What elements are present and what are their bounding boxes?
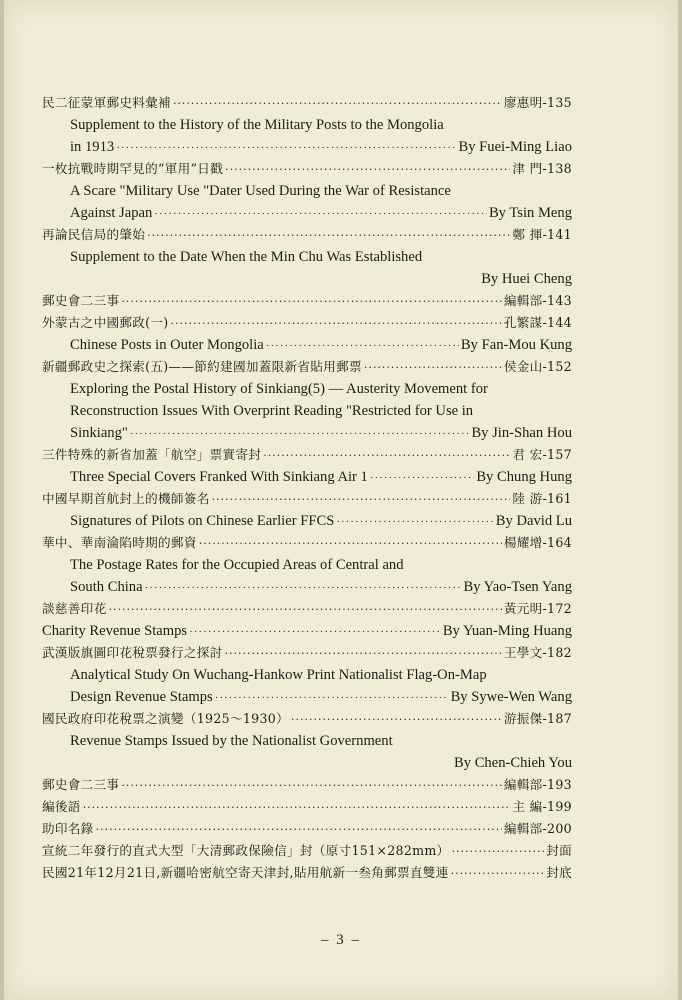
toc-entry[interactable]: 宣統二年發行的直式大型「大清郵政保險信」封（原寸151×282mm） ····· 封面 [42, 840, 572, 862]
dot-leader [121, 291, 501, 313]
toc-entry[interactable]: Charity Revenue Stamps ····· By Yuan-Ming Huang [42, 620, 572, 642]
dot-leader [215, 687, 449, 709]
dot-leader [154, 203, 487, 225]
toc-entry[interactable]: Exploring the Postal History of Sinkiang(5) — Austerity Movement for [70, 381, 488, 397]
toc-entry[interactable]: 新疆郵政史之探索(五)——節約建國加蓋限新省貼用郵票 ····· 侯金山-152 [42, 356, 572, 378]
dot-leader [108, 599, 501, 621]
toc-entry[interactable]: Chinese Posts in Outer Mongolia ····· By Fan-Mou Kung [42, 334, 572, 356]
dot-leader [263, 445, 510, 467]
toc-entry[interactable]: in 1913 ····· By Fuei-Ming Liao [42, 136, 572, 158]
toc-entry[interactable]: Analytical Study On Wuchang-Hankow Print Nationalist Flag-On-Map [70, 667, 487, 683]
toc-entry[interactable]: 國民政府印花稅票之演變（1925～1930） ····· 游振傑-187 [42, 708, 572, 730]
page-number: – 3 – [321, 932, 361, 948]
dot-leader [145, 577, 462, 599]
dot-leader [96, 819, 502, 841]
toc-entry[interactable]: 編後語 ····· 主 編-199 [42, 796, 572, 818]
toc-entry[interactable]: 談慈善印花 ····· 黃元明-172 [42, 598, 572, 620]
toc-entry[interactable]: Reconstruction Issues With Overprint Reading "Restricted for Use in [70, 403, 474, 419]
toc-entry[interactable]: 郵史會二三事 ····· 編輯部-143 [42, 290, 572, 312]
table-of-contents [42, 92, 572, 884]
toc-entry[interactable]: 民國21年12月21日,新疆哈密航空寄天津封,貼用航新一叁角郵票直雙連 ····· 封底 [42, 862, 572, 884]
toc-entry[interactable]: Against Japan ····· By Tsin Meng [42, 202, 572, 224]
toc-entry[interactable]: By Chen-Chieh You [454, 755, 572, 771]
toc-entry[interactable]: 中國早期首航封上的機師簽名 ····· 陸 游-161 [42, 488, 572, 510]
dot-leader [336, 511, 493, 533]
toc-entry[interactable]: 外蒙古之中國郵政(一) ····· 孔繁謀-144 [42, 312, 572, 334]
toc-entry[interactable]: By Huei Cheng [481, 271, 572, 287]
dot-leader [121, 775, 501, 797]
dot-leader [370, 467, 474, 489]
dot-leader [212, 489, 511, 511]
toc-entry[interactable]: The Postage Rates for the Occupied Areas of Central and [70, 557, 404, 573]
dot-leader [199, 533, 502, 555]
document-page [4, 0, 678, 1000]
toc-entry[interactable]: Supplement to the History of the Military Posts to the Mongolia [70, 117, 444, 133]
dot-leader [83, 797, 511, 819]
toc-entry[interactable]: Revenue Stamps Issued by the Nationalist Government [70, 733, 393, 749]
dot-leader [225, 159, 510, 181]
dot-leader [116, 137, 456, 159]
toc-entry[interactable]: 再論民信局的肇始 ····· 鄭 揮-141 [42, 224, 572, 246]
dot-leader [451, 863, 545, 885]
toc-entry[interactable]: Sinkiang" ····· By Jin-Shan Hou [42, 422, 572, 444]
toc-entry[interactable]: 一枚抗戰時期罕見的“軍用”日戳 ····· 津 門-138 [42, 158, 572, 180]
dot-leader [170, 313, 501, 335]
dot-leader [266, 335, 459, 357]
toc-entry[interactable]: 三件特殊的新省加蓋「航空」票實寄封 ····· 君 宏-157 [42, 444, 572, 466]
dot-leader [452, 841, 545, 863]
toc-entry[interactable]: 助印名錄 ····· 編輯部-200 [42, 818, 572, 840]
toc-entry[interactable]: Signatures of Pilots on Chinese Earlier FFCS ····· By David Lu [42, 510, 572, 532]
toc-entry[interactable]: South China ····· By Yao-Tsen Yang [42, 576, 572, 598]
dot-leader [147, 225, 510, 247]
dot-leader [130, 423, 470, 445]
toc-entry[interactable]: 武漢版旗圖印花稅票發行之探討 ····· 王學文-182 [42, 642, 572, 664]
toc-entry[interactable]: Supplement to the Date When the Min Chu Was Established [70, 249, 423, 265]
dot-leader [364, 357, 502, 379]
toc-entry[interactable]: A Scare "Military Use "Dater Used During the War of Resistance [70, 183, 451, 199]
toc-entry[interactable]: Three Special Covers Franked With Sinkiang Air 1 ····· By Chung Hung [42, 466, 572, 488]
dot-leader [189, 621, 441, 643]
dot-leader [291, 709, 502, 731]
dot-leader [225, 643, 502, 665]
dot-leader [173, 93, 502, 115]
toc-entry[interactable]: 民二征蒙軍郵史料彙補 ····· 廖惠明-135 [42, 92, 572, 114]
toc-entry[interactable]: Design Revenue Stamps ····· By Sywe-Wen Wang [42, 686, 572, 708]
toc-entry[interactable]: 華中、華南淪陷時期的郵資 ····· 楊耀增-164 [42, 532, 572, 554]
toc-entry[interactable]: 郵史會二三事 ····· 編輯部-193 [42, 774, 572, 796]
